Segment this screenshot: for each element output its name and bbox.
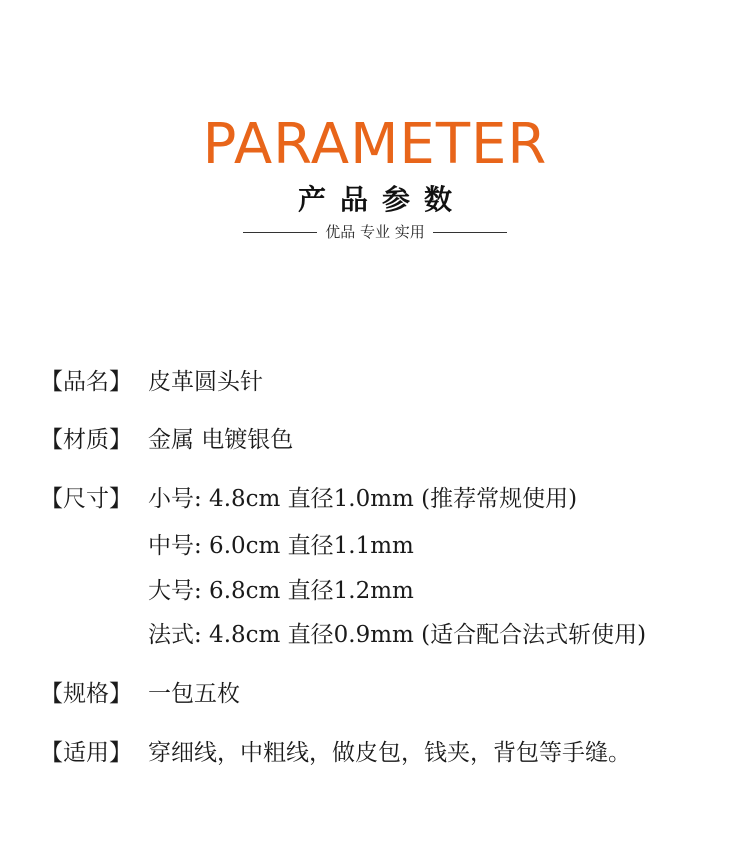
- param-spec-value: 一包五枚: [148, 681, 240, 707]
- divider-right: [433, 232, 507, 233]
- param-size: [40, 484, 577, 514]
- param-usage-value: 穿细线，中粗线，做皮包，钱夹，背包等手缝。: [148, 740, 631, 766]
- tagline: 优品 专业 实用: [325, 223, 425, 241]
- param-usage: [40, 738, 631, 768]
- param-spec-label: 【规格】: [40, 681, 132, 707]
- param-size-label: 【尺寸】: [40, 486, 132, 512]
- param-material-value: 金属 电镀银色: [148, 427, 294, 453]
- param-size-line: 大号: 6.8cm 直径1.2mm: [148, 578, 414, 604]
- param-size-line: 法式: 4.8cm 直径0.9mm (适合配合法式斩使用): [148, 622, 647, 648]
- param-material-label: 【材质】: [40, 427, 132, 453]
- param-size-line: 中号: 6.0cm 直径1.1mm: [148, 533, 414, 559]
- divider-left: [243, 232, 317, 233]
- page-title-cn: 产品参数: [297, 183, 466, 216]
- param-name-label: 【品名】: [40, 369, 132, 395]
- param-size-line: 小号: 4.8cm 直径1.0mm (推荐常规使用): [148, 486, 578, 512]
- param-usage-label: 【适用】: [40, 740, 132, 766]
- param-material: [40, 425, 293, 455]
- param-spec: [40, 679, 240, 709]
- page-title-en: PARAMETER: [202, 112, 548, 177]
- param-name: [40, 367, 263, 397]
- param-name-value: 皮革圆头针: [148, 369, 263, 395]
- tagline-row: [0, 220, 750, 244]
